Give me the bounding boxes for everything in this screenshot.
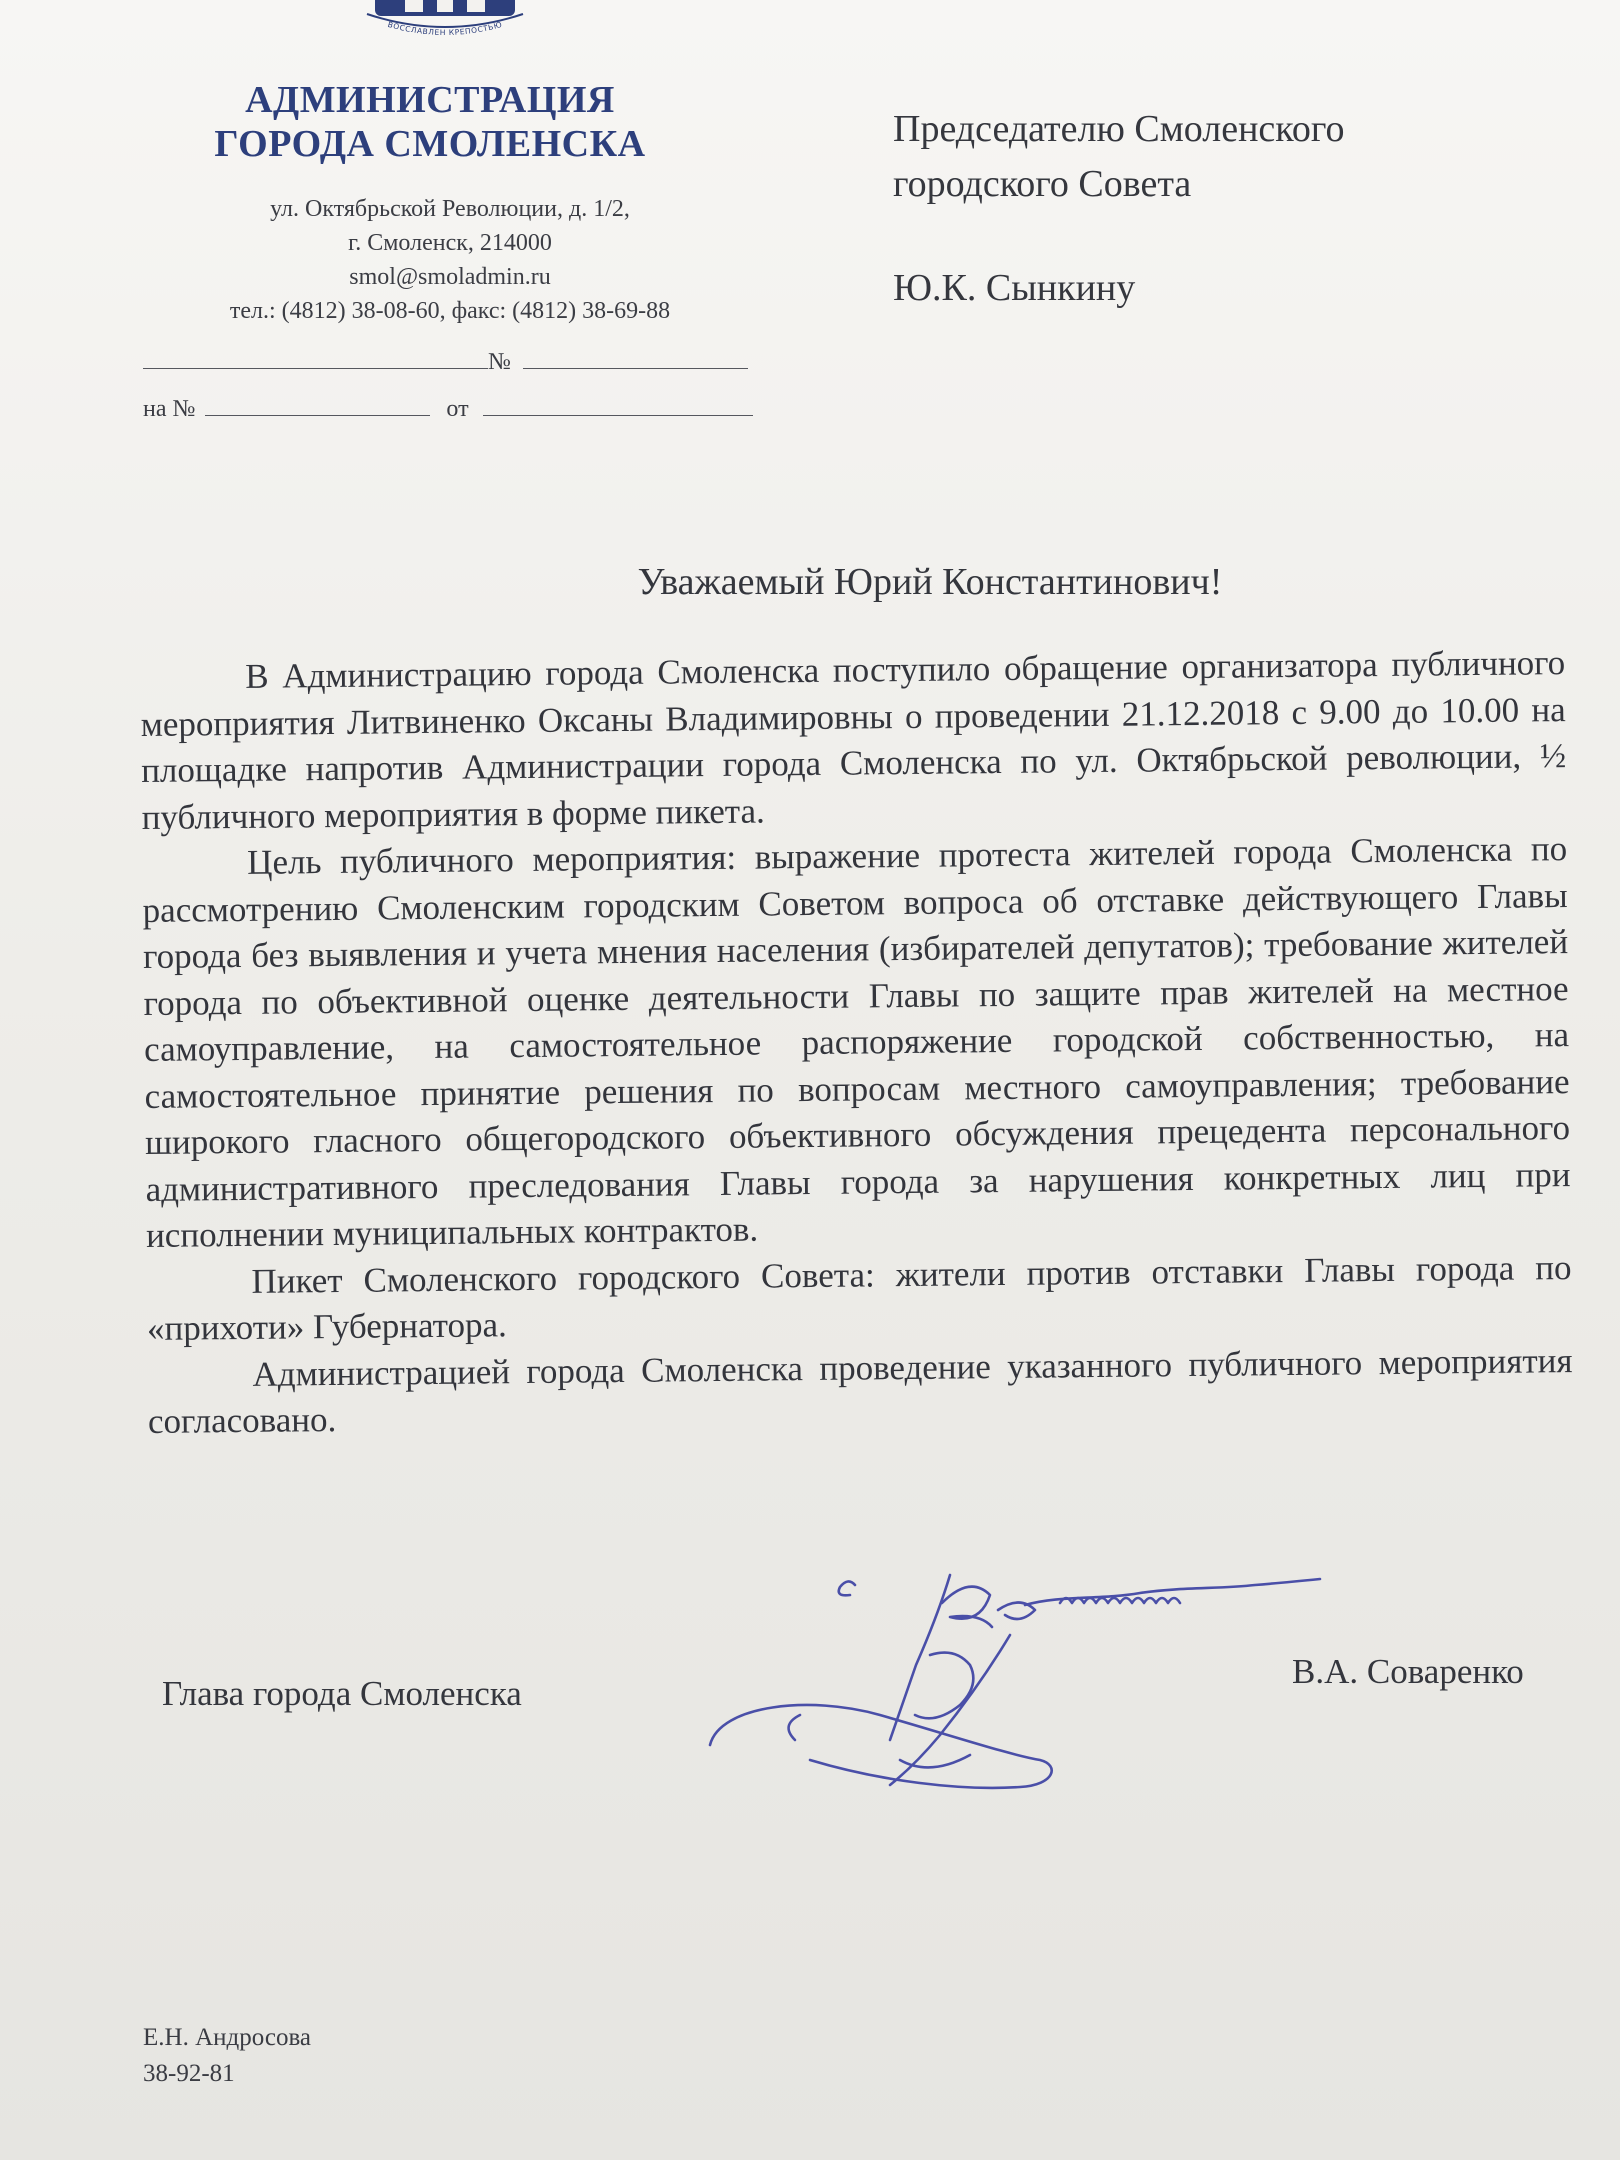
- letter-body: [140, 640, 1573, 1445]
- address-line1: ул. Октябрьской Революции, д. 1/2,: [270, 196, 630, 222]
- executor-block: [143, 2020, 311, 2092]
- emblem-motto: ВОССЛАВЛЕН КРЕПОСТЬЮ: [386, 19, 504, 38]
- organization-name: [130, 78, 730, 166]
- number-label: №: [488, 349, 511, 375]
- executor-phone: 38-92-81: [143, 2060, 235, 2087]
- addressee-line2: городского Совета: [893, 163, 1192, 205]
- reply-number-blank: [205, 393, 430, 416]
- handwritten-signature: [680, 1555, 1380, 1805]
- paragraph: Цель публичного мероприятия: выражение протеста жителей города Смоленска по рассмотрению Смоленским городским Советом вопроса об отставке действующего Главы города без выявления и учета мнения населения (избирателей депутатов); требование жителей города по объективной оценке деятельности Главы по защите прав жителей на местное самоуправление, на самостоятельное распоряжение городской собственностью, на самостоятельное принятие решения по вопросам местного самоуправления; требование широкого гласного общегородского объективного обсуждения прецедента персонального административного преследования Главы города за нарушения конкретных лиц при исполнении муниципальных контрактов.: [142, 829, 1571, 1255]
- org-email: smol@smoladmin.ru: [349, 264, 551, 290]
- addressee-name: Ю.К. Сынкину: [893, 267, 1136, 309]
- number-blank: [523, 346, 748, 369]
- organization-contacts: [130, 192, 770, 328]
- signer-title: Глава города Смоленска: [162, 1674, 522, 1713]
- executor-name: Е.Н. Андросова: [143, 2024, 312, 2051]
- greeting: Уважаемый Юрий Константинович!: [637, 561, 1223, 603]
- date-blank: [143, 346, 488, 369]
- reply-to-label: на №: [143, 396, 196, 422]
- paragraph: Администрацией города Смоленска проведение указанного публичного мероприятия согласовано.: [147, 1340, 1573, 1441]
- signer-name: В.А. Соваренко: [1292, 1652, 1524, 1691]
- city-coat-of-arms-icon: [355, 0, 535, 52]
- reply-date-blank: [483, 393, 753, 416]
- from-label: от: [446, 396, 469, 422]
- reply-to-line: [143, 393, 753, 423]
- registration-line: [143, 346, 748, 376]
- org-phones: тел.: (4812) 38-08-60, факс: (4812) 38-69-88: [229, 298, 671, 324]
- addressee-line1: Председателю Смоленского: [893, 108, 1345, 150]
- paragraph: В Администрацию города Смоленска поступило обращение организатора публичного мероприятия Литвиненко Оксаны Владимировны о проведении 21.12.2018 с 9.00 до 10.00 на площадке напротив Администрации города Смоленска по ул. Октябрьской революции, ½ публичного мероприятия в форме пикета.: [140, 643, 1567, 837]
- address-line2: г. Смоленск, 214000: [348, 230, 552, 256]
- org-name-line2: ГОРОДА СМОЛЕНСКА: [214, 123, 646, 165]
- org-name-line1: АДМИНИСТРАЦИЯ: [245, 79, 615, 121]
- paragraph: Пикет Смоленского городского Совета: жители против отставки Главы города по «прихоти» Губернатора.: [146, 1247, 1572, 1348]
- addressee-block: [893, 102, 1593, 212]
